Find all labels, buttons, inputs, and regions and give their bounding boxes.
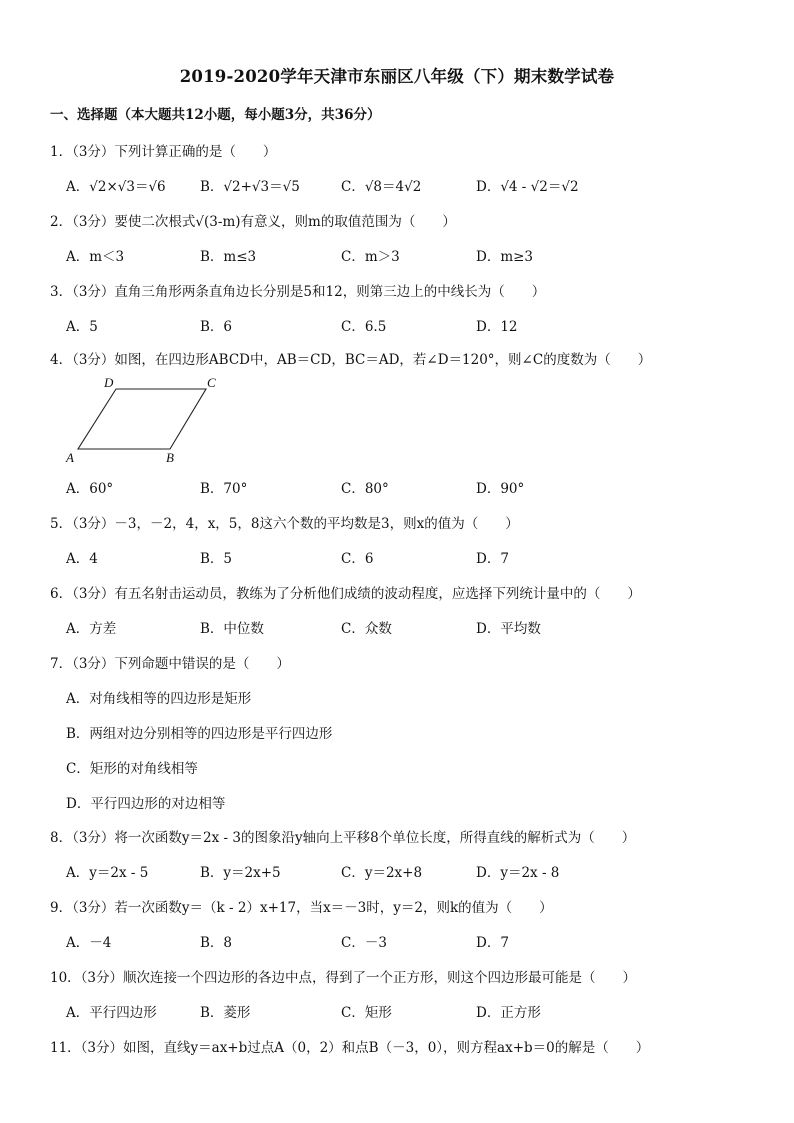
question-7-option-b: B．两组对边分别相等的四边形是平行四边形	[66, 726, 333, 742]
question-5-option-d: D．7	[476, 551, 509, 567]
vertex-label-b: B	[166, 450, 174, 465]
question-10-option-b: B．菱形	[200, 1005, 251, 1021]
vertex-label-c: C	[207, 375, 216, 390]
question-4-option-c: C．80°	[341, 481, 389, 497]
question-6-option-a: A．方差	[66, 621, 117, 637]
question-3-option-d: D．12	[476, 319, 518, 335]
question-1-option-c: C．√8＝4√2	[341, 179, 422, 195]
question-8-option-a: A．y＝2x - 5	[66, 865, 149, 881]
question-5-option-c: C．6	[341, 551, 374, 567]
question-7-option-c: C．矩形的对角线相等	[66, 761, 198, 777]
question-2-option-b: B．m≤3	[200, 249, 257, 265]
question-9-option-c: C．－3	[341, 935, 387, 951]
question-9-option-b: B．8	[200, 935, 233, 951]
question-5-stem: 5．（3分）－3，－2，4，x，5，8这六个数的平均数是3，则x的值为（ ）	[50, 516, 519, 532]
exam-title: 2019-2020学年天津市东丽区八年级（下）期末数学试卷	[179, 67, 615, 86]
question-9-option-d: D．7	[476, 935, 509, 951]
question-4-option-d: D．90°	[476, 481, 525, 497]
question-3-option-c: C．6.5	[341, 319, 387, 335]
question-2-option-c: C．m＞3	[341, 249, 400, 265]
question-9-option-a: A．－4	[66, 935, 112, 951]
section-heading: 一、选择题（本大题共12小题，每小题3分，共36分）	[50, 107, 381, 123]
question-6-option-d: D．平均数	[476, 621, 541, 637]
question-4-option-a: A．60°	[66, 481, 114, 497]
vertex-label-d: D	[104, 375, 114, 390]
question-2-option-d: D．m≥3	[476, 249, 534, 265]
question-3-option-a: A．5	[66, 319, 98, 335]
question-10-stem: 10．（3分）顺次连接一个四边形的各边中点，得到了一个正方形，则这个四边形最可能是（ ）	[50, 970, 637, 986]
question-1-option-b: B．√2+√3＝√5	[200, 179, 300, 195]
question-9-stem: 9．（3分）若一次函数y＝（k - 2）x+17，当x＝－3时，y＝2，则k的值为（ ）	[50, 900, 553, 916]
question-7-option-d: D．平行四边形的对边相等	[66, 796, 226, 812]
question-2-stem: 2．（3分）要使二次根式√(3-m)有意义，则m的取值范围为（ ）	[50, 214, 456, 230]
question-5-option-b: B．5	[200, 551, 233, 567]
question-6-option-b: B．中位数	[200, 621, 264, 637]
question-7-stem: 7．（3分）下列命题中错误的是（ ）	[50, 656, 290, 672]
question-10-option-a: A．平行四边形	[66, 1005, 157, 1021]
question-3-option-b: B．6	[200, 319, 233, 335]
question-8-option-b: B．y＝2x+5	[200, 865, 281, 881]
question-4-option-b: B．70°	[200, 481, 248, 497]
question-8-stem: 8．（3分）将一次函数y＝2x - 3的图象沿y轴向上平移8个单位长度，所得直线的解析式为（ ）	[50, 830, 636, 846]
question-6-option-c: C．众数	[341, 621, 392, 637]
question-8-option-d: D．y＝2x - 8	[476, 865, 560, 881]
question-2-option-a: A．m＜3	[66, 249, 125, 265]
question-8-option-c: C．y＝2x+8	[341, 865, 423, 881]
parallelogram-abcd	[78, 389, 206, 449]
question-10-option-d: D．正方形	[476, 1005, 541, 1021]
question-4-stem: 4．（3分）如图，在四边形ABCD中，AB＝CD，BC＝AD，若∠D＝120°，则∠C的度数为（ ）	[50, 352, 652, 368]
question-7-option-a: A．对角线相等的四边形是矩形	[66, 691, 252, 707]
question-6-stem: 6．（3分）有五名射击运动员，教练为了分析他们成绩的波动程度，应选择下列统计量中的（ ）	[50, 586, 641, 602]
question-1-option-d: D．√4 - √2＝√2	[476, 179, 579, 195]
question-1-stem: 1．（3分）下列计算正确的是（ ）	[50, 144, 277, 160]
question-3-stem: 3．（3分）直角三角形两条直角边长分别是5和12，则第三边上的中线长为（ ）	[50, 284, 546, 300]
question-1-option-a: A．√2×√3＝√6	[66, 179, 166, 195]
question-11-stem: 11．（3分）如图，直线y＝ax+b过点A（0，2）和点B（－3，0），则方程ax+b＝0的解是（ ）	[50, 1040, 650, 1056]
parallelogram-figure	[64, 372, 224, 472]
question-10-option-c: C．矩形	[341, 1005, 392, 1021]
vertex-label-a: A	[66, 450, 74, 465]
question-5-option-a: A．4	[66, 551, 98, 567]
